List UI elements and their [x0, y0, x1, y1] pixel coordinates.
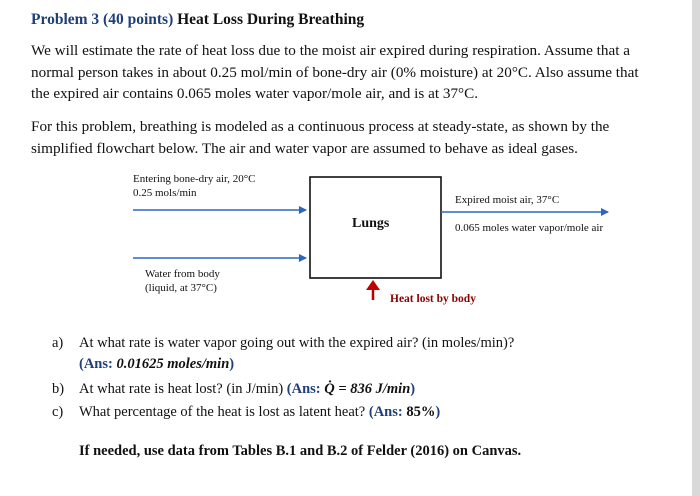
question-c	[52, 403, 441, 421]
answer-a-suffix: )	[229, 356, 235, 372]
answer-b-value: Q̇ = 836 J/min	[324, 381, 411, 397]
question-a-label: a)	[52, 335, 64, 351]
answer-c-suffix: )	[435, 404, 441, 420]
question-c-text: What percentage of the heat is lost as latent heat?	[79, 404, 369, 420]
question-a-text: At what rate is water vapor going out with the expired air? (in moles/min)?	[79, 335, 515, 351]
water-label-line1: Water from body	[145, 268, 220, 280]
question-b	[52, 380, 416, 398]
heat-arrow-head	[366, 280, 380, 290]
answer-c-value: 85%	[406, 404, 436, 420]
footnote: If needed, use data from Tables B.1 and B.2 of Felder (2016) on Canvas.	[79, 443, 522, 459]
problem-label: Problem 3 (40 points)	[31, 11, 174, 28]
outlet-label-line1: Expired moist air, 37°C	[455, 194, 560, 206]
question-c-label: c)	[52, 404, 64, 420]
answer-a-prefix: (Ans:	[79, 356, 117, 372]
question-b-label: b)	[52, 381, 65, 397]
intro-paragraph: We will estimate the rate of heat loss due to the moist air expired during respiration. Assume that a normal person takes in about 0.25 mol/min of bone-dry air (0% moisture) at 20°C. Also assume that the expired air contains 0.065 moles water vapor/mole air, and is at 37°C.	[31, 42, 639, 102]
lungs-label: Lungs	[352, 216, 390, 231]
question-a	[52, 334, 515, 352]
answer-c-prefix: (Ans:	[368, 404, 407, 420]
water-label-line2: (liquid, at 37°C)	[145, 282, 217, 294]
answer-b-prefix: (Ans:	[286, 381, 325, 397]
answer-a-value: 0.01625 moles/min	[116, 356, 230, 372]
answer-a	[79, 355, 234, 373]
inlet-air-label-line2: 0.25 mols/min	[133, 187, 197, 199]
heat-lost-label: Heat lost by body	[390, 293, 476, 305]
answer-b-suffix: )	[410, 381, 416, 397]
inlet-air-label-line1: Entering bone-dry air, 20°C	[133, 173, 256, 185]
question-b-text: At what rate is heat lost? (in J/min)	[79, 381, 287, 397]
problem-heading: Heat Loss During Breathing	[177, 11, 365, 28]
outlet-label-line2: 0.065 moles water vapor/mole air	[455, 222, 604, 234]
model-paragraph: For this problem, breathing is modeled as a continuous process at steady-state, as shown by the simplified flowchart below. The air and water vapor are assumed to behave as ideal gases.	[31, 118, 610, 157]
